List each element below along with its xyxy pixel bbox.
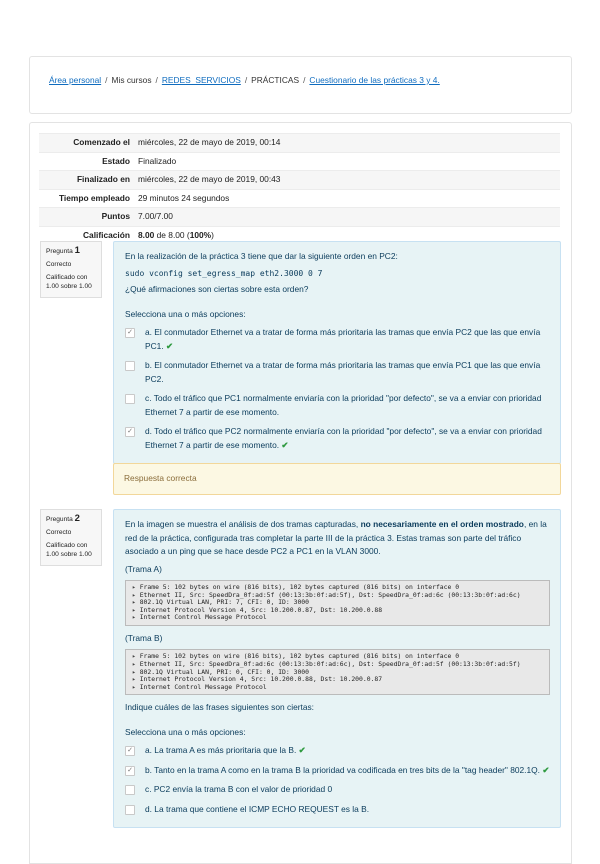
breadcrumb-course[interactable]: REDES_SERVICIOS — [161, 75, 241, 85]
summary-value: miércoles, 22 de mayo de 2019, 00:14 — [138, 137, 281, 147]
capture-line: ▸ Internet Control Message Protocol — [132, 684, 543, 692]
attempt-summary-table — [39, 133, 560, 244]
summary-row-state — [39, 152, 560, 171]
question-text — [125, 518, 550, 559]
breadcrumb-mis-cursos[interactable]: Mis cursos — [111, 75, 152, 85]
trama-b-capture — [125, 649, 550, 695]
question-text-part: En la imagen se muestra el análisis de dos tramas capturadas, — [125, 519, 361, 529]
question-prompt: Indique cuáles de las frases siguientes son ciertas: — [125, 702, 315, 713]
checkbox[interactable] — [125, 785, 135, 795]
summary-label: Tiempo empleado — [58, 192, 130, 203]
breadcrumb-separator: / — [155, 75, 158, 85]
answer-prompt: Selecciona una o más opciones: — [125, 726, 246, 737]
answer-option-text — [145, 764, 550, 778]
answer-option[interactable] — [125, 389, 550, 422]
answer-option[interactable] — [125, 356, 550, 389]
capture-line: ▸ Internet Protocol Version 4, Src: 10.200.0.87, Dst: 10.200.0.88 — [132, 607, 543, 615]
grade-out-of: de 8.00 ( — [154, 229, 190, 240]
correct-check-icon: ✔ — [540, 764, 550, 775]
summary-value: 7.00/7.00 — [138, 211, 173, 221]
trama-a-capture — [125, 580, 550, 626]
summary-label: Calificación — [82, 229, 130, 240]
breadcrumb-separator: / — [303, 75, 306, 85]
checkbox[interactable] — [125, 361, 135, 371]
answer-option[interactable] — [125, 761, 550, 781]
answer-option-text — [145, 803, 550, 817]
capture-line: ▸ Frame 5: 102 bytes on wire (816 bits), 102 bytes captured (816 bits) on interface 0 — [132, 653, 543, 661]
breadcrumb-practicas[interactable]: PRÁCTICAS — [251, 75, 300, 85]
capture-line: ▸ 802.1Q Virtual LAN, PRI: 0, CFI: 0, ID: 3000 — [132, 669, 543, 677]
breadcrumb-card — [29, 56, 572, 114]
capture-line: ▸ Frame 5: 102 bytes on wire (816 bits), 102 bytes captured (816 bits) on interface 0 — [132, 584, 543, 592]
question-state: Correcto — [46, 529, 72, 536]
checkbox[interactable] — [125, 394, 135, 404]
checkbox[interactable] — [125, 805, 135, 815]
answer-options — [125, 741, 550, 819]
summary-row-started — [39, 133, 560, 152]
correct-check-icon: ✔ — [296, 745, 306, 756]
capture-line: ▸ Internet Control Message Protocol — [132, 614, 543, 622]
option-label: d. La trama que contiene el ICMP ECHO REQUEST es la B. — [145, 803, 370, 814]
answer-option[interactable] — [125, 800, 550, 820]
option-label: c. Todo el tráfico que PC1 normalmente enviaría con la prioridad "por defecto", se va a enviar con prioridad Ethernet 7 a partir de ese momento. — [145, 393, 542, 417]
capture-line: ▸ Internet Protocol Version 4, Src: 10.200.0.88, Dst: 10.200.0.87 — [132, 676, 543, 684]
option-label: a. La trama A es más prioritaria que la B. — [145, 745, 297, 756]
answer-option[interactable] — [125, 323, 550, 356]
question-mark: Calificado con 1.00 sobre 1.00 — [46, 274, 92, 290]
command-code: sudo vconfig set_egress_map eth2.3000 0 7 — [125, 268, 323, 278]
summary-value: 29 minutos 24 segundos — [138, 192, 230, 203]
summary-row-completed — [39, 170, 560, 189]
answer-option-text — [145, 326, 550, 353]
question-label: Pregunta — [46, 248, 73, 255]
question-prompt: ¿Qué afirmaciones son ciertas sobre esta orden? — [125, 284, 309, 294]
question-text-emphasis: no necesariamente en el orden mostrado — [360, 519, 524, 529]
answer-option-text — [145, 425, 550, 452]
capture-line: ▸ Ethernet II, Src: SpeedDra_0f:ad:6c (00:13:3b:0f:ad:6c), Dst: SpeedDra_0f:ad:5f (00:13:3b:0f:ad:5f) — [132, 661, 543, 669]
option-label: b. El conmutador Ethernet va a tratar de forma más prioritaria las tramas que envía PC1 que las que envía PC2. — [145, 360, 541, 384]
grade-percent: 100% — [189, 229, 212, 240]
checkbox-checked[interactable]: ✓ — [125, 427, 135, 437]
option-label: b. Tanto en la trama A como en la trama B la prioridad va codificada en tres bits de la "tag header" 802.1Q. — [145, 764, 540, 775]
question-label: Pregunta — [46, 516, 73, 523]
question-1-feedback — [113, 463, 561, 495]
answer-options — [125, 323, 550, 455]
summary-label: Estado — [102, 155, 130, 166]
breadcrumb-area-personal[interactable]: Área personal — [49, 75, 102, 85]
question-1-content — [113, 241, 561, 464]
answer-option-text — [145, 392, 550, 419]
option-label: d. Todo el tráfico que PC2 normalmente enviaría con la prioridad "por defecto", se va a enviar con prioridad Ethernet 7 a partir de ese momento. — [145, 426, 542, 450]
summary-row-marks — [39, 207, 560, 226]
answer-option-text — [145, 359, 550, 386]
summary-value: miércoles, 22 de mayo de 2019, 00:43 — [138, 174, 281, 184]
feedback-text: Respuesta correcta — [124, 473, 197, 483]
breadcrumb-quiz[interactable]: Cuestionario de las prácticas 3 y 4. — [309, 75, 440, 85]
option-label: c. PC2 envía la trama B con el valor de prioridad 0 — [145, 784, 333, 795]
breadcrumb-separator: / — [105, 75, 108, 85]
question-number: 2 — [74, 513, 80, 524]
grade-close: ) — [211, 229, 214, 240]
summary-value: Finalizado — [138, 155, 177, 166]
option-label: a. El conmutador Ethernet va a tratar de forma más prioritaria las tramas que envía PC2 que las que envía PC1. — [145, 327, 541, 351]
correct-check-icon: ✔ — [163, 340, 173, 351]
summary-row-time-taken — [39, 189, 560, 208]
answer-option[interactable] — [125, 780, 550, 800]
answer-option[interactable] — [125, 741, 550, 761]
checkbox-checked[interactable]: ✓ — [125, 766, 135, 776]
checkbox-checked[interactable]: ✓ — [125, 746, 135, 756]
question-1-info — [40, 241, 102, 298]
answer-option[interactable] — [125, 422, 550, 455]
trama-a-title: (Trama A) — [125, 563, 162, 574]
answer-option-text — [145, 783, 550, 797]
summary-label: Comenzado el — [73, 137, 130, 147]
breadcrumb — [49, 75, 440, 85]
question-text-part: , en la red de la práctica, configurada tras completar la parte III de la práctica 3. Estas tramas son parte del tráfico asociado a un ping que se hace desde PC2 a PC1 en la VLAN 3000. — [125, 519, 547, 556]
answer-prompt: Selecciona una o más opciones: — [125, 308, 246, 319]
checkbox-checked[interactable]: ✓ — [125, 328, 135, 338]
question-text: En la realización de la práctica 3 tiene que dar la siguiente orden en PC2: — [125, 251, 398, 261]
grade-value: 8.00 — [138, 229, 155, 240]
breadcrumb-separator: / — [244, 75, 248, 85]
capture-line: ▸ Ethernet II, Src: SpeedDra_0f:ad:5f (00:13:3b:0f:ad:5f), Dst: SpeedDra_0f:ad:6c (00:13:3b:0f:ad:6c) — [132, 592, 543, 600]
question-number: 1 — [74, 245, 80, 256]
correct-check-icon: ✔ — [279, 439, 289, 450]
question-state: Correcto — [46, 261, 72, 268]
quiz-review-card — [29, 122, 572, 864]
trama-b-title: (Trama B) — [125, 632, 163, 643]
question-2-info — [40, 509, 102, 566]
summary-label: Puntos — [101, 211, 130, 221]
answer-option-text — [145, 744, 550, 758]
question-mark: Calificado con 1.00 sobre 1.00 — [46, 542, 92, 558]
summary-label: Finalizado en — [76, 174, 130, 184]
question-2-content — [113, 509, 561, 828]
capture-line: ▸ 802.1Q Virtual LAN, PRI: 7, CFI: 0, ID: 3000 — [132, 599, 543, 607]
